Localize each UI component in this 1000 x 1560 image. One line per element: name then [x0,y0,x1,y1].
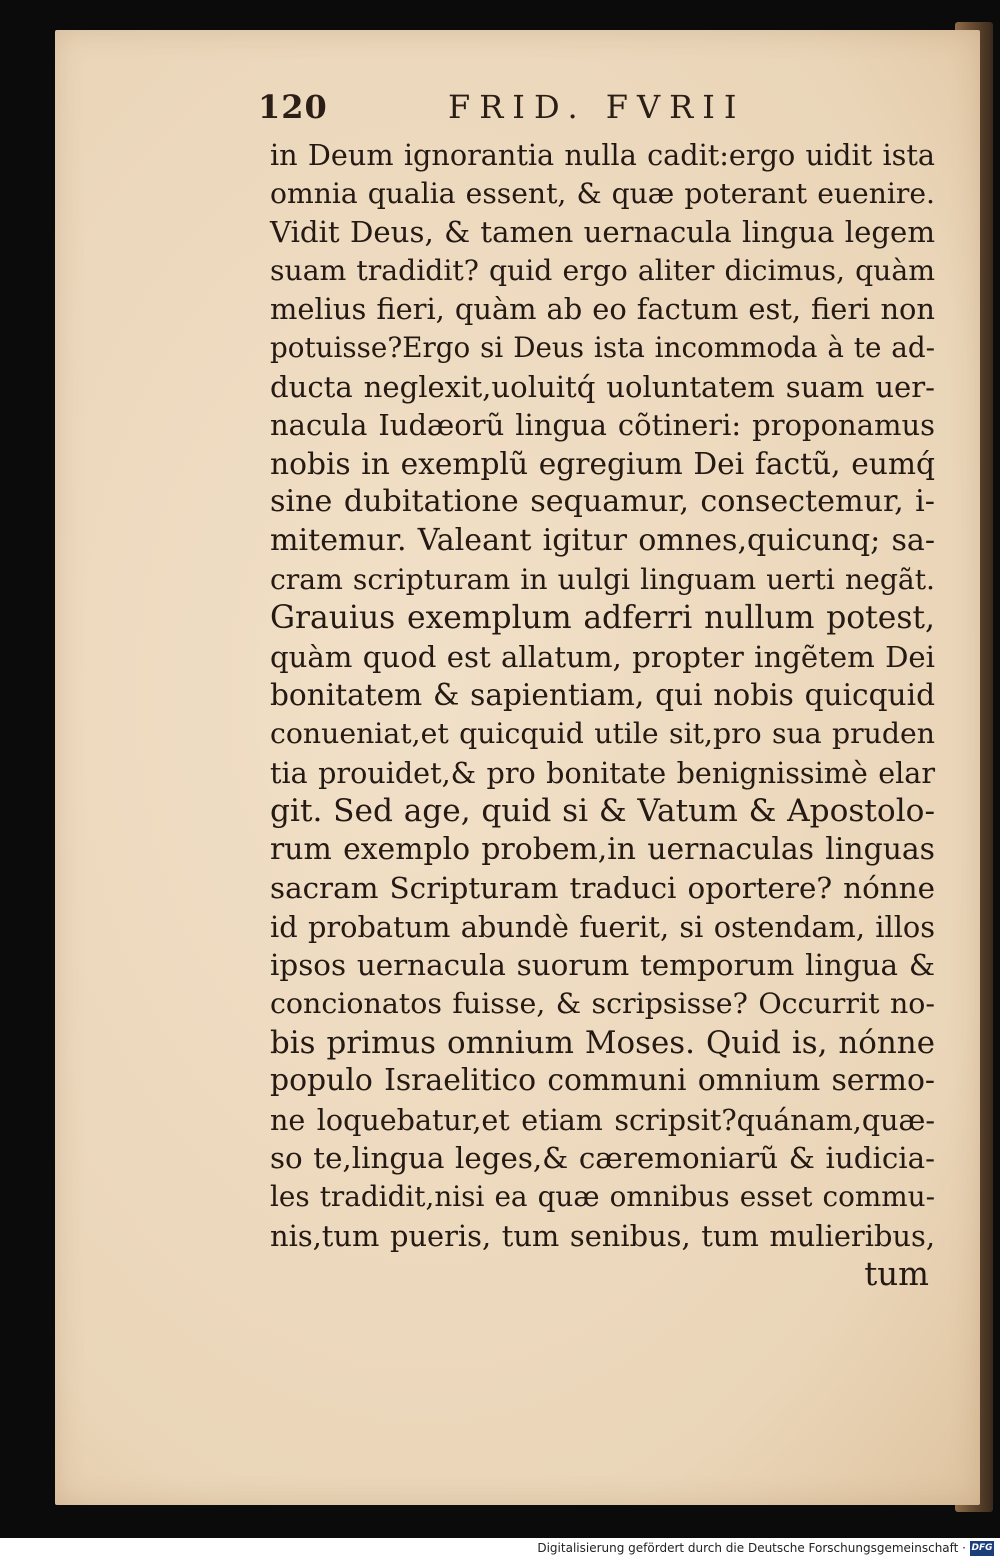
text-line: Grauius exemplum adferri nullum potest, [270,600,935,637]
text-line: suam tradidit? quid ergo aliter dicimus, quàm [270,253,935,287]
text-line: conueniat,et quicquid utile sit,pro sua pruden [270,716,935,750]
text-line: ipsos uernacula suorum temporum lingua & [270,948,935,983]
text-line: cram scripturam in uulgi linguam uerti negãt. [270,562,935,596]
text-line: potuisse?Ergo si Deus ista incommoda à te ad- [270,330,935,364]
text-line: id probatum abundè fuerit, si ostendam, illos [270,909,935,944]
text-line: Vidit Deus, & tamen uernacula lingua legem [270,215,935,250]
text-line: mitemur. Valeant igitur omnes,quicunq; sa- [270,522,935,558]
text-line: populo Israelitico communi omnium sermo- [270,1063,935,1099]
text-line: bis primus omnium Moses. Quid is, nónne [270,1024,935,1061]
page-number: 120 [258,88,328,126]
running-head [258,88,938,132]
text-line: les tradidit,nisi ea quæ omnibus esset commu- [270,1180,935,1214]
text-line: so te,lingua leges,& cæremoniarũ & iudicia- [270,1141,935,1176]
text-line: git. Sed age, quid si & Vatum & Apostolo- [270,793,935,830]
text-line: sacram Scripturam traduci oportere? nónne [270,871,935,906]
catchword: tum [864,1255,929,1294]
text-line: concionatos fuisse, & scripsisse? Occurrit no- [270,987,935,1021]
dfg-logo-icon: DFG [970,1541,994,1556]
body-text [270,136,935,1294]
text-line: melius fieri, quàm ab eo factum est, fieri non [270,292,935,327]
text-line: nobis in exemplũ egregium Dei factũ, eumq́ [270,445,935,481]
running-title: FRID. FVRII [448,88,746,126]
text-line: in Deum ignorantia nulla cadit:ergo uidit ista [270,138,935,172]
text-line: quàm quod est allatum, propter ingẽtem Dei [270,639,935,674]
footer-credit: Digitalisierung gefördert durch die Deutsche Forschungsgemeinschaft · [537,1541,966,1555]
text-line: ducta neglexit,uoluitq́ uoluntatem suam uer- [270,369,935,404]
text-line: rum exemplo probem,in uernaculas linguas [270,831,935,867]
text-line: nacula Iudæorũ lingua cõtineri: proponamus [270,408,935,443]
text-line: ne loquebatur,et etiam scripsit?quánam,quæ- [270,1102,935,1137]
text-line: omnia qualia essent, & quæ poterant euenire. [270,176,935,210]
text-line: nis,tum pueris, tum senibus, tum mulieribus, [270,1218,935,1253]
text-line: bonitatem & sapientiam, qui nobis quicquid [270,678,935,713]
text-line: sine dubitatione sequamur, consectemur, i- [270,484,935,520]
footer-bar [0,1538,1000,1560]
text-line: tia prouidet,& pro bonitate benignissimè elar [270,755,935,790]
